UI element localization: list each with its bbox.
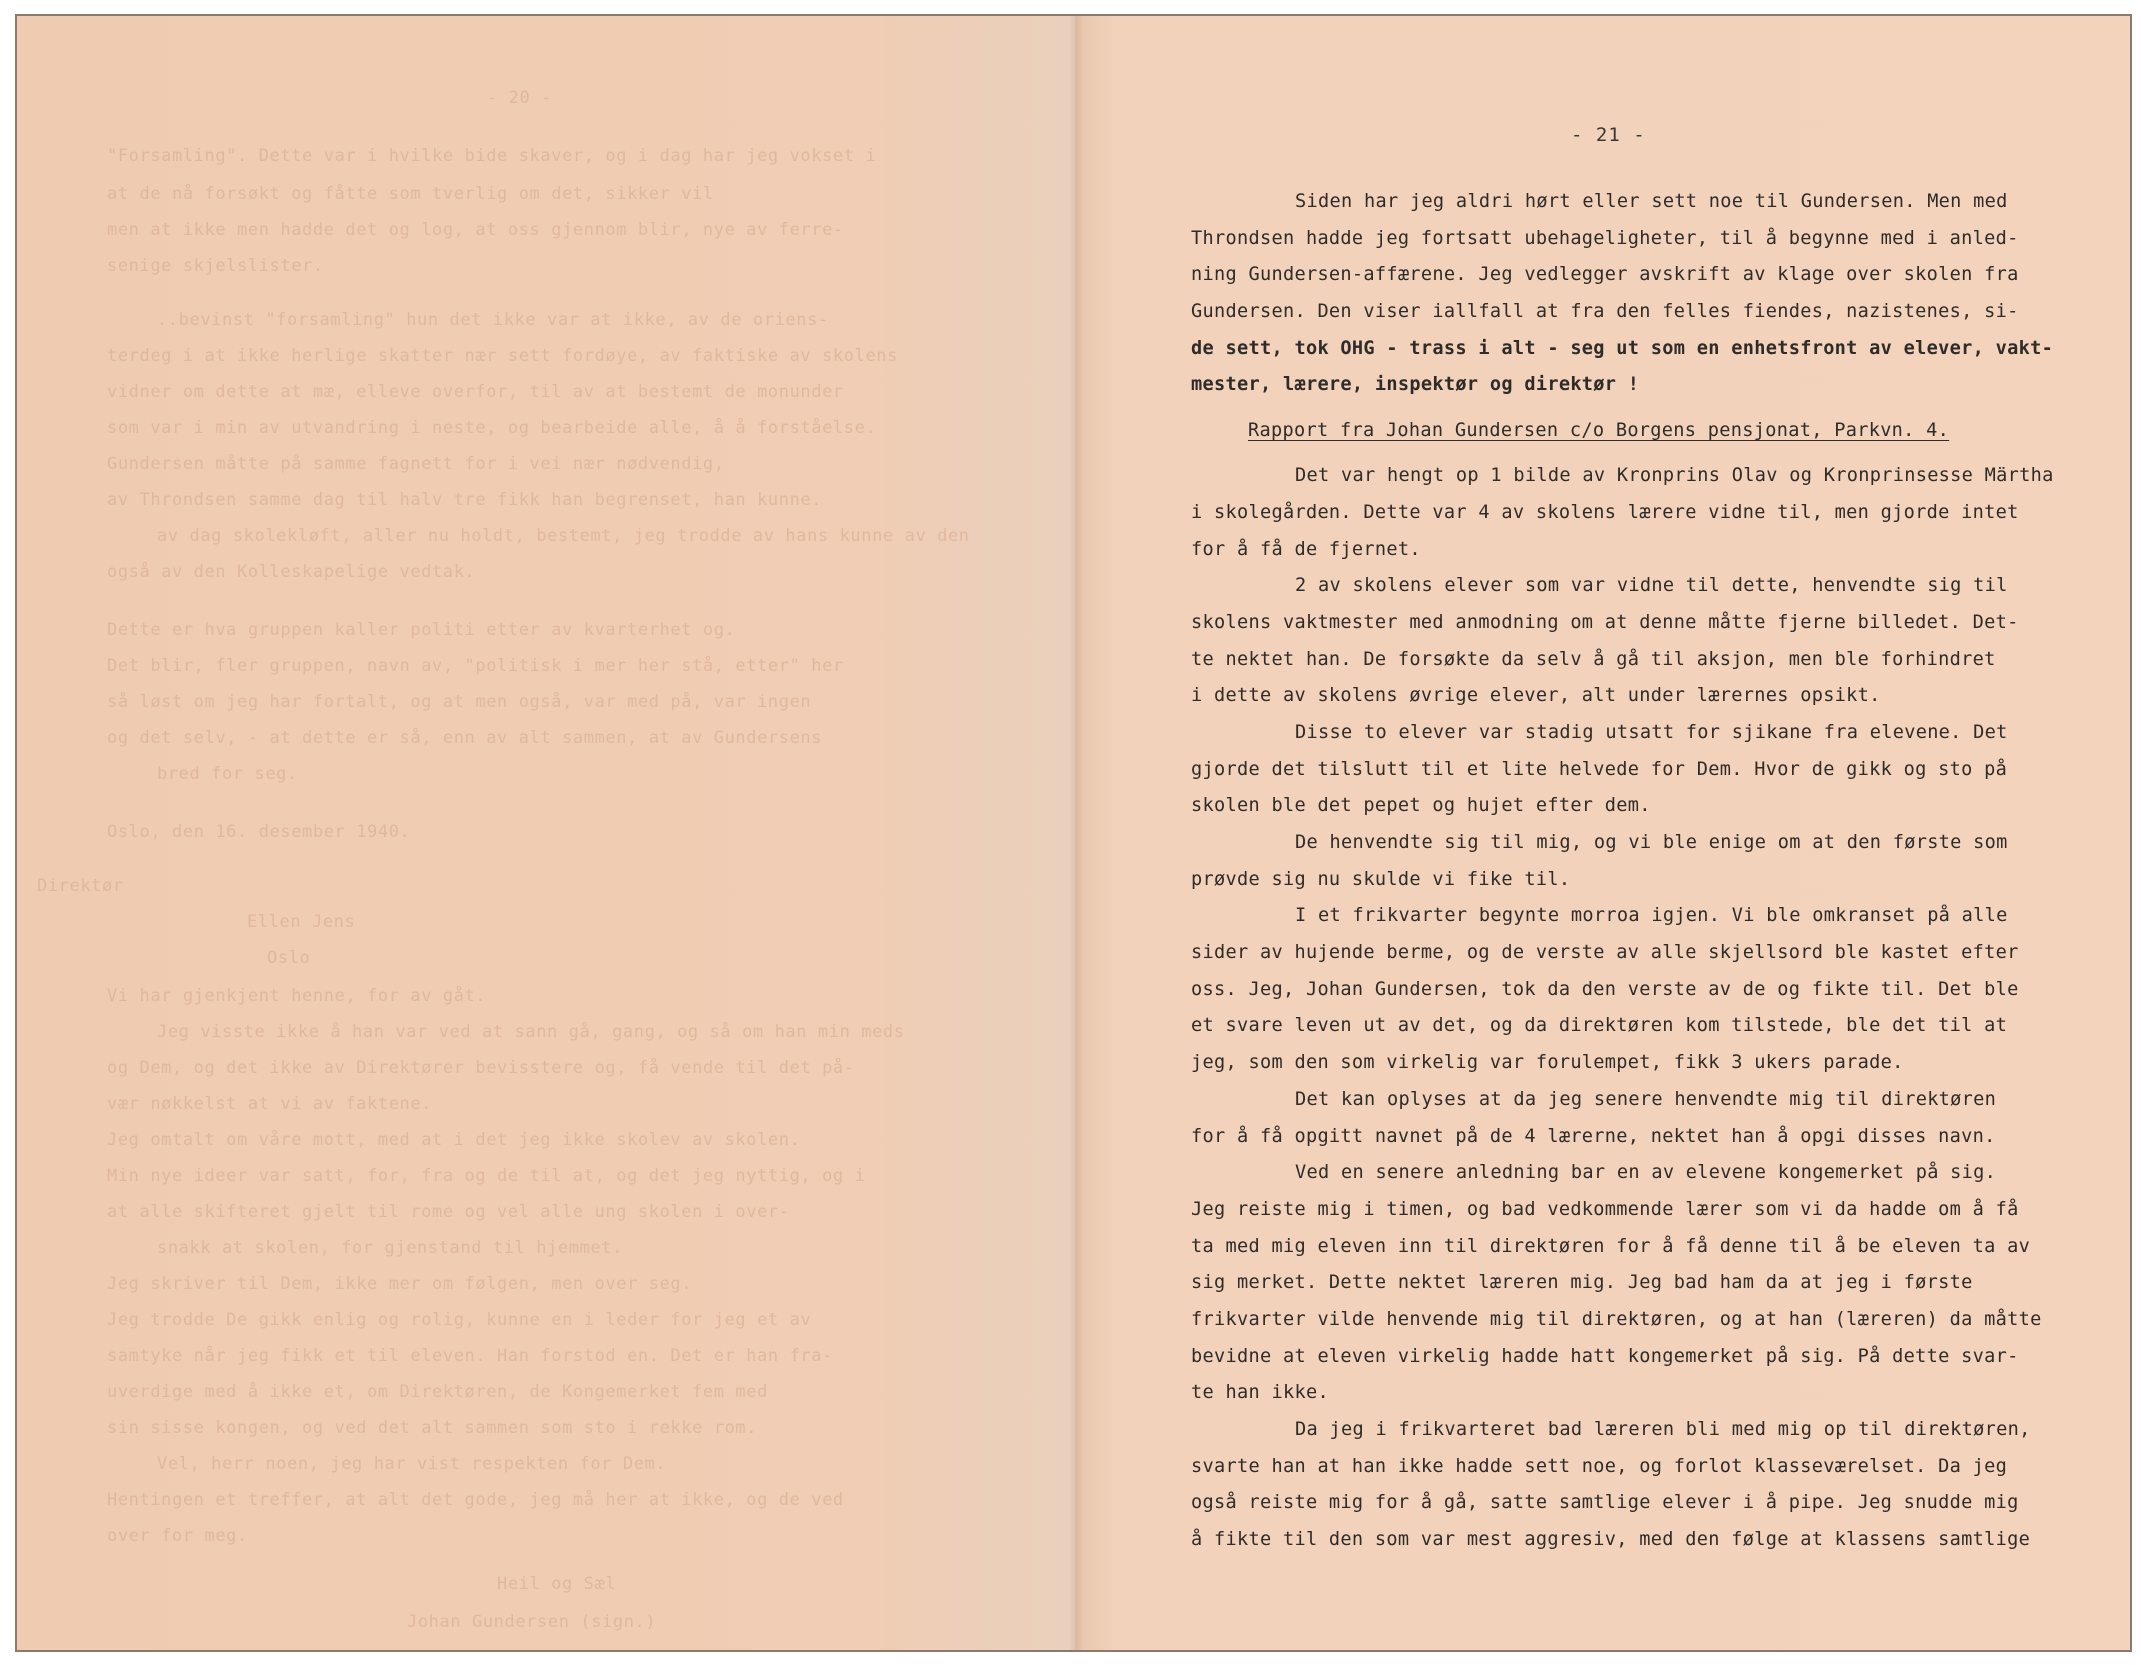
left-page (17, 16, 1075, 1650)
show-through-line: Min nye ideer var satt, for, fra og de til at, og det jeg nyttig, og i (107, 1166, 866, 1186)
show-through-line: også av den Kolleskapelige vedtak. (107, 562, 476, 582)
show-through-line: og Dem, og det ikke av Direktører bevisstere og, få vende til det på- (107, 1058, 855, 1078)
show-through-line: Oslo (267, 948, 311, 968)
report-title (1191, 404, 2111, 458)
book-gutter (1069, 16, 1083, 1650)
paragraph-first-line: Det kan oplyses at da jeg senere henvendte mig til direktøren (1295, 1088, 1997, 1110)
intro-line: Gundersen. Den viser iallfall at fra den felles fiendes, nazistenes, si- (1191, 301, 2019, 323)
intro-line: de sett, tok OHG - trass i alt - seg ut som en enhetsfront av elever, vakt- (1191, 337, 2054, 359)
show-through-line: senige skjelslister. (107, 256, 324, 276)
page-number: - 21 - (1571, 124, 1646, 146)
paragraph-line: svarte han at han ikke hadde sett noe, og forlot klasseværelset. Da jeg (1191, 1455, 2008, 1477)
paragraph-line: i dette av skolens øvrige elever, alt under lærernes opsikt. (1191, 685, 1881, 707)
show-through-line: samtyke når jeg fikk et til eleven. Han forstod en. Det er han fra- (107, 1346, 833, 1366)
show-through-line: over for meg. (107, 1526, 248, 1546)
paragraph-first-line: De henvendte sig til mig, og vi ble enige om at den første som (1295, 832, 2008, 853)
paragraph-line: for å få de fjernet. (1191, 538, 1421, 560)
intro-line: mester, lærere, inspektør og direktør ! (1191, 374, 1640, 396)
show-through-line: bred for seg. (157, 764, 298, 784)
paragraph-first-line: Da jeg i frikvarteret bad læreren bli med mig op til direktøren, (1295, 1419, 2031, 1440)
show-through-line: at alle skifteret gjelt til rome og vel alle ung skolen i over- (107, 1202, 790, 1222)
show-through-line: av Throndsen samme dag til halv tre fikk han begrenset, han kunne. (107, 490, 823, 510)
paragraph-line: å fikte til den som var mest aggresiv, med den følge at klassens samtlige (1191, 1529, 2031, 1551)
show-through-line: terdeg i at ikke herlige skatter nær sett fordøye, av faktiske av skolens (107, 346, 898, 366)
show-through-line: Heil og Sæl (497, 1574, 617, 1594)
paragraph-line: skolen ble det pepet og hujet efter dem. (1191, 795, 1651, 817)
intro-line: ning Gundersen-affærene. Jeg vedlegger avskrift av klage over skolen fra (1191, 264, 2019, 286)
paragraph-line: ta med mig eleven inn til direktøren for å få denne til å be eleven ta av (1191, 1235, 2031, 1257)
paragraph-line: for å få opgitt navnet på de 4 lærerne, nektet han å opgi disses navn. (1191, 1125, 1996, 1147)
show-through-line: vidner om dette at mæ, elleve overfor, til av at bestemt de monunder (107, 382, 844, 402)
show-through-line: Gundersen måtte på samme fagnett for i vei nær nødvendig, (107, 454, 725, 474)
paragraph-line: frikvarter vilde henvende mig til direktøren, og at han (læreren) da måtte (1191, 1308, 2042, 1330)
show-through-line: Hentingen et treffer, at alt det gode, jeg må her at ikke, og de ved (107, 1490, 844, 1510)
paragraph-line: prøvde sig nu skulde vi fike til. (1191, 868, 1571, 890)
paragraph-line: Jeg reiste mig i timen, og bad vedkommende lærer som vi da hadde om å få (1191, 1198, 2019, 1220)
show-through-line: Vi har gjenkjent henne, for av gåt. (107, 986, 487, 1006)
show-through-line: Jeg trodde De gikk enlig og rolig, kunne en i leder for jeg et av (107, 1310, 812, 1330)
paragraph-line: bevidne at eleven virkelig hadde hatt kongemerket på sig. På dette svar- (1191, 1345, 2019, 1367)
paragraph-line: oss. Jeg, Johan Gundersen, tok da den verste av de og fikte til. Det ble (1191, 978, 2019, 1000)
show-through-line: vær nøkkelst at vi av faktene. (107, 1094, 433, 1114)
show-through-line: og det selv, - at dette er så, enn av alt sammen, at av Gundersens (107, 728, 823, 748)
intro-line: Throndsen hadde jeg fortsatt ubehageligheter, til å begynne med i anled- (1191, 227, 2019, 249)
left-page-show-through-text (17, 16, 1075, 1650)
show-through-line: av dag skolekløft, aller nu holdt, bestemt, jeg trodde av hans kunne av den (157, 526, 970, 546)
show-through-line: Jeg visste ikke å han var ved at sann gå, gang, og så om han min meds (157, 1022, 905, 1042)
intro-line: Siden har jeg aldri hørt eller sett noe til Gundersen. Men med (1295, 191, 2008, 212)
show-through-line: Dette er hva gruppen kaller politi etter av kvarterhet og. (107, 620, 736, 640)
paragraph-line: sig merket. Dette nektet læreren mig. Jeg bad ham da at jeg i første (1191, 1272, 1973, 1294)
show-through-line: Oslo, den 16. desember 1940. (107, 822, 411, 842)
right-page-body (1191, 184, 2111, 1559)
show-through-line: Jeg skriver til Dem, ikke mer om følgen, men over seg. (107, 1274, 693, 1294)
paragraph-line: jeg, som den som virkelig var forulempet, fikk 3 ukers parade. (1191, 1052, 1904, 1074)
show-through-line: men at ikke men hadde det og log, at oss gjennom blir, nye av ferre- (107, 220, 844, 240)
paragraph-first-line: 2 av skolens elever som var vidne til dette, henvendte sig til (1295, 575, 2008, 597)
show-through-line: sin sisse kongen, og ved det alt sammen som sto i rekke rom. (107, 1418, 758, 1438)
paragraph-line: skolens vaktmester med anmodning om at denne måtte fjerne billedet. Det- (1191, 611, 2019, 633)
report-paragraphs (1191, 458, 2111, 1559)
show-through-line: Direktør (37, 876, 124, 896)
paragraph-first-line: I et frikvarter begynte morroa igjen. Vi ble omkranset på alle (1295, 905, 2008, 927)
show-through-line: at de nå forsøkt og fåtte som tverlig om det, sikker vil (107, 184, 714, 204)
show-through-line: Ellen Jens (247, 912, 356, 932)
paragraph-first-line: Disse to elever var stadig utsatt for sjikane fra elevene. Det (1295, 721, 2008, 743)
show-through-line: så løst om jeg har fortalt, og at men også, var med på, var ingen (107, 692, 812, 712)
paragraph-line: sider av hujende berme, og de verste av alle skjellsord ble kastet efter (1191, 942, 2019, 964)
paragraph-first-line: Det var hengt op 1 bilde av Kronprins Olav og Kronprinsesse Märtha (1295, 465, 2054, 487)
show-through-line: snakk at skolen, for gjenstand til hjemmet. (157, 1238, 623, 1258)
show-through-line: - 20 - (487, 88, 553, 108)
paragraph-line: gjorde det tilslutt til et lite helvede for Dem. Hvor de gikk og sto på (1191, 758, 2008, 780)
show-through-line: uverdige med å ikke et, om Direktøren, de Kongemerket fem med (107, 1382, 768, 1402)
paragraph-line: te han ikke. (1191, 1382, 1329, 1404)
paragraph-line: også reiste mig for å gå, satte samtlige elever i å pipe. Jeg snudde mig (1191, 1492, 2019, 1514)
show-through-line: Jeg omtalt om våre mott, med at i det jeg ikke skolev av skolen. (107, 1130, 801, 1150)
show-through-line: Vel, herr noen, jeg har vist respekten for Dem. (157, 1454, 667, 1474)
paragraph-first-line: Ved en senere anledning bar en av elevene kongemerket på sig. (1295, 1162, 1997, 1184)
paragraph-line: i skolegården. Dette var 4 av skolens lærere vidne til, men gjorde intet (1191, 501, 2019, 523)
show-through-line: ..bevinst "forsamling" hun det ikke var at ikke, av de oriens- (157, 310, 829, 330)
show-through-line: Det blir, fler gruppen, navn av, "politisk i mer her stå, etter" her (107, 656, 844, 676)
report-title-text: Rapport fra Johan Gundersen c/o Borgens pensjonat, Parkvn. 4. (1248, 420, 1950, 442)
paragraph-line: te nektet han. De forsøkte da selv å gå til aksjon, men ble forhindret (1191, 648, 1996, 670)
show-through-line: som var i min av utvandring i neste, og bearbeide alle, å å forståelse. (107, 418, 877, 438)
show-through-line: Johan Gundersen (sign.) (407, 1612, 657, 1632)
paragraph-line: et svare leven ut av det, og da direktøren kom tilstede, ble det til at (1191, 1015, 2008, 1037)
show-through-line: "Forsamling". Dette var i hvilke bide skaver, og i dag har jeg vokset i (107, 146, 877, 166)
